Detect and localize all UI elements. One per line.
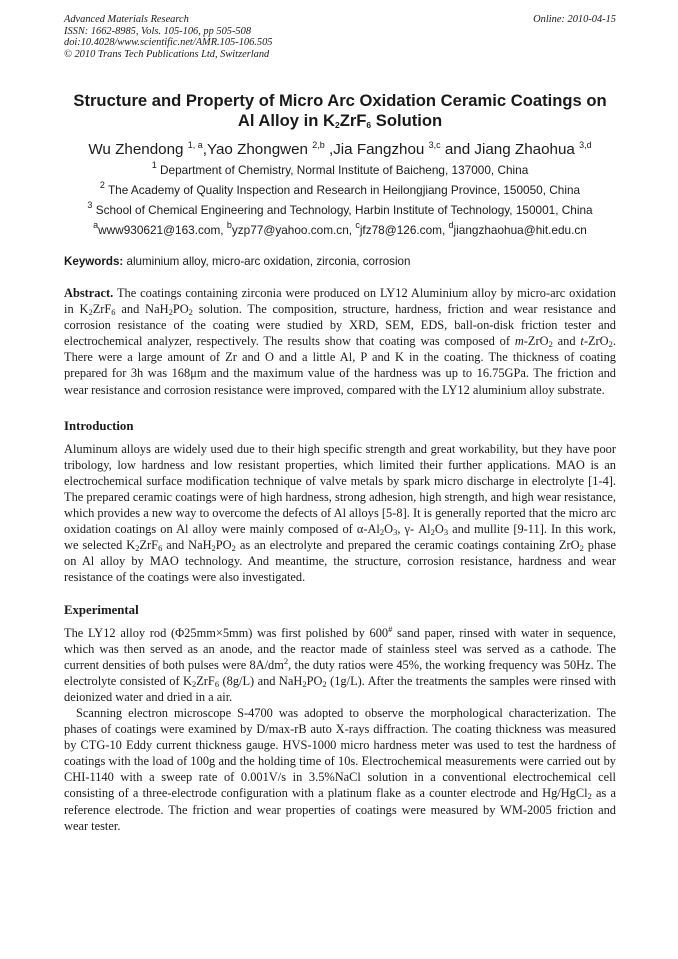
affiliation-1: $^1$ Department of Chemistry, Normal Institute of Baicheng, 137000, China — [151, 160, 529, 177]
online-date: Online: 2010-04-15 — [533, 14, 616, 25]
author-emails: $^a$www930621@163.com, $^b$yzp77@yahoo.com.cn, $^c$jfz78@126.com, $^d$jiangzhaohua@hit.edu.cn — [93, 220, 587, 237]
author-affiliation-mark: 3,c — [428, 140, 441, 150]
doi-line: doi:10.4028/www.scientific.net/AMR.105-106.505 — [64, 37, 273, 49]
author-name: ,Yao Zhongwen — [202, 141, 313, 158]
journal-header — [64, 14, 616, 62]
experimental-paragraph-2: Scanning electron microscope S-4700 was adopted to observe the morphological characterization. The phases of coatings were examined by D/max-rB auto X-rays diffraction. The coating thickness was measured by CTG-10 Eddy current thickness gauge. HVS-1000 micro hardness meter was used to test the hardness of coatings with the load of 100g and the holding time of 10s. Electrochemical measurements were carried out by CHI-1140 with a sweep rate of 0.001V/s in 3.5%NaCl solution in a conventional electrochemical cell consisting of a three-electrode configuration with a platinum flake as a counter electrode and Hg/HgCl$_2$ as a reference electrode. The friction and wear properties of coatings were measured by WM-2005 friction and wear tester. — [64, 705, 616, 833]
author-affiliation-mark: 2,b — [312, 140, 325, 150]
experimental-paragraph-1: The LY12 alloy rod (Φ25mm×5mm) was first polished by 600# sand paper, rinsed with water in sequence, which was then served as an anode, and the reactor made of stainless steel was served as a cathode. The current densities of both pulses were $8A/dm^2$, the duty ratios were 45%, the working frequency was 50Hz. The electrolyte consisted of $K_2ZrF_6$ (8g/L) and $NaH_2PO_2$ (1g/L). After the treatments the samples were rinsed with deionized water and dried in a air. — [64, 623, 616, 704]
affiliation-2: $^2$ The Academy of Quality Inspection and Research in Heilongjiang Province, 150050, China — [99, 180, 581, 197]
keywords-text: aluminium alloy, micro-arc oxidation, zirconia, corrosion — [123, 255, 411, 268]
keywords — [64, 254, 616, 269]
abstract-label: Abstract. — [64, 286, 114, 300]
title-line-2: Al Alloy in $K_2ZrF_6$ Solution — [237, 111, 443, 130]
author-affiliation-mark: 1, a — [187, 140, 203, 150]
title-line-1: Structure and Property of Micro Arc Oxidation Ceramic Coatings on — [73, 91, 607, 110]
experimental-heading: Experimental — [64, 602, 139, 617]
copyright-line: © 2010 Trans Tech Publications Ltd, Switzerland — [64, 48, 270, 60]
introduction-paragraph: Aluminum alloys are widely used due to their high specific strength and great workability, but they have poor tribology, low hardness and low resistant properties, which limited their further applications. MAO is an electrochemical surface modification technique of valve metals by spark micro discharge in electrolyte [1-4]. The prepared ceramic coatings were of high hardness, strong adhesion, high strength, and high wear resistance, which provides a new way to overcome the defects of Al alloys [5-8]. It is generally reported that the micro arc oxidation coatings on Al alloy were mainly composed of $\alpha-Al_2O_3$, γ- $Al_2O_3$ and mullite [9-11]. In this work, we selected $K_2ZrF_6$ and $NaH_2PO_2$ as an electrolyte and prepared the ceramic coatings containing ZrO$_2$ phase on Al alloy by MAO technology. And meantime, the structure, corrosion resistance, hardness and wear resistance of the coatings were also investigated. — [64, 441, 617, 585]
author-list — [64, 140, 616, 160]
keywords-label: Keywords: — [64, 255, 124, 268]
affiliation-3: $^3$ School of Chemical Engineering and Technology, Harbin Institute of Technology, 150001, China — [87, 200, 593, 217]
author-name: ,Jia Fangzhou — [324, 141, 429, 158]
abstract: Abstract. The coatings containing zirconia were produced on LY12 Aluminium alloy by micro-arc oxidation in $K_2ZrF_6$ and $NaH_2PO_2$ solution. The composition, structure, hardness, friction and wear resistance and corrosion resistance of the coating were studied by XRD, SEM, EDS, ball-on-disk friction tester and electrochemical analyzer, respectively. The results show that coating was composed of m-ZrO$_2$ and t-ZrO$_2$. There were a large amount of Zr and O and a little Al, P and K in the coating. The thickness of coating prepared for 3h was 168μm and the maximum value of the hardness was up to 16.75GPa. The friction and wear resistance and corrosion resistance were improved, compared with the LY12 aluminium alloy substrate. — [64, 286, 617, 397]
author-name: and Jiang Zhaohua — [440, 141, 580, 158]
journal-name: Advanced Materials Research — [64, 14, 189, 25]
paper-title — [64, 91, 616, 131]
paper-page — [64, 14, 616, 834]
affiliations — [64, 160, 616, 240]
author-affiliation-mark: 3,d — [579, 140, 592, 150]
author-name: Wu Zhendong — [88, 141, 188, 158]
issn-line: ISSN: 1662-8985, Vols. 105-106, pp 505-508 — [64, 25, 252, 37]
introduction-heading: Introduction — [64, 418, 134, 433]
